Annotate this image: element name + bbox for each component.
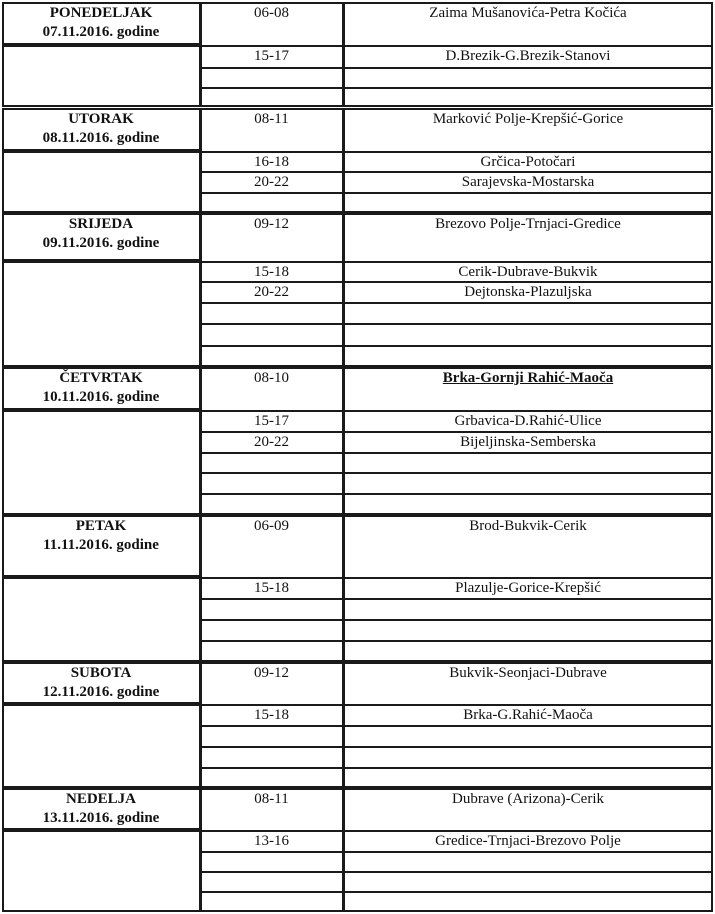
area-name: Bukvik-Seonjaci-Dubrave [449,665,607,681]
time-slot: 08-10 [254,370,289,386]
row-divider [200,67,713,69]
day-name: SRIJEDA [68,216,134,232]
day-name: ČETVRTAK [59,370,143,386]
time-slot: 15-18 [254,264,289,280]
time-slot: 13-16 [254,833,289,849]
area-name: Marković Polje-Krepšić-Gorice [432,111,624,127]
row-divider [200,192,713,194]
row-divider [200,704,713,706]
day-empty-cell [2,261,201,367]
time-slot: 15-18 [254,707,289,723]
area-name: Plazulje-Gorice-Krepšić [455,580,601,596]
day-name: PETAK [75,518,127,534]
row-divider [200,452,713,454]
day-name: PONEDELJAK [49,5,153,21]
day-empty-cell [2,151,201,213]
row-divider [200,830,713,832]
row-divider [200,493,713,495]
row-divider [200,598,713,600]
row-divider [200,871,713,873]
row-divider [200,410,713,412]
time-slot: 09-12 [254,665,289,681]
day-empty-cell [2,704,201,788]
time-slot: 15-17 [254,48,289,64]
time-slot: 20-22 [254,434,289,450]
row-divider [200,851,713,853]
row-divider [200,746,713,748]
day-name: SUBOTA [70,665,132,681]
row-divider [200,577,713,579]
area-name: Dejtonska-Plazuljska [464,284,592,300]
time-slot: 06-08 [254,5,289,21]
area-name: Brod-Bukvik-Cerik [469,518,587,534]
day-date: 12.11.2016. godine [42,684,160,700]
row-divider [200,302,713,304]
time-slot: 20-22 [254,174,289,190]
area-name: D.Brezik-G.Brezik-Stanovi [445,48,611,64]
area-name: Brka-Gornji Rahić-Maoča [442,370,614,386]
area-name: Gredice-Trnjaci-Brezovo Polje [435,833,621,849]
row-divider [200,345,713,347]
area-name: Grčica-Potočari [480,154,576,170]
day-date: 09.11.2016. godine [42,235,160,251]
day-name: UTORAK [68,111,134,127]
time-slot: 15-18 [254,580,289,596]
row-divider [200,472,713,474]
area-name: Zaima Mušanovića-Petra Kočića [429,5,627,21]
day-date: 08.11.2016. godine [42,130,160,146]
row-divider [200,767,713,769]
area-name: Sarajevska-Mostarska [461,174,595,190]
row-divider [200,725,713,727]
day-date: 10.11.2016. godine [42,389,160,405]
time-slot: 09-12 [254,216,289,232]
day-empty-cell [2,830,201,912]
row-divider [200,431,713,433]
day-name: NEDELJA [65,791,136,807]
day-empty-cell [2,410,201,515]
row-divider [200,619,713,621]
day-date: 07.11.2016. godine [42,24,160,40]
area-name: Brka-G.Rahić-Maoča [463,707,593,723]
area-name: Brezovo Polje-Trnjaci-Gredice [435,216,621,232]
area-name: Cerik-Dubrave-Bukvik [458,264,598,280]
row-divider [200,323,713,325]
row-divider [200,151,713,153]
row-divider [200,281,713,283]
row-divider [200,261,713,263]
area-name: Dubrave (Arizona)-Cerik [451,791,604,807]
time-slot: 08-11 [254,791,289,807]
day-date: 13.11.2016. godine [42,810,160,826]
day-date: 11.11.2016. godine [43,537,159,553]
row-divider [200,171,713,173]
row-divider [200,87,713,89]
row-divider [200,891,713,893]
row-divider [200,640,713,642]
time-slot: 15-17 [254,413,289,429]
time-slot: 20-22 [254,284,289,300]
time-slot: 06-09 [254,518,289,534]
time-slot: 16-18 [254,154,289,170]
area-name: Bijeljinska-Semberska [460,434,596,450]
area-name: Grbavica-D.Rahić-Ulice [454,413,602,429]
row-divider [200,45,713,47]
day-empty-cell [2,577,201,662]
day-empty-cell [2,45,201,107]
time-slot: 08-11 [254,111,289,127]
